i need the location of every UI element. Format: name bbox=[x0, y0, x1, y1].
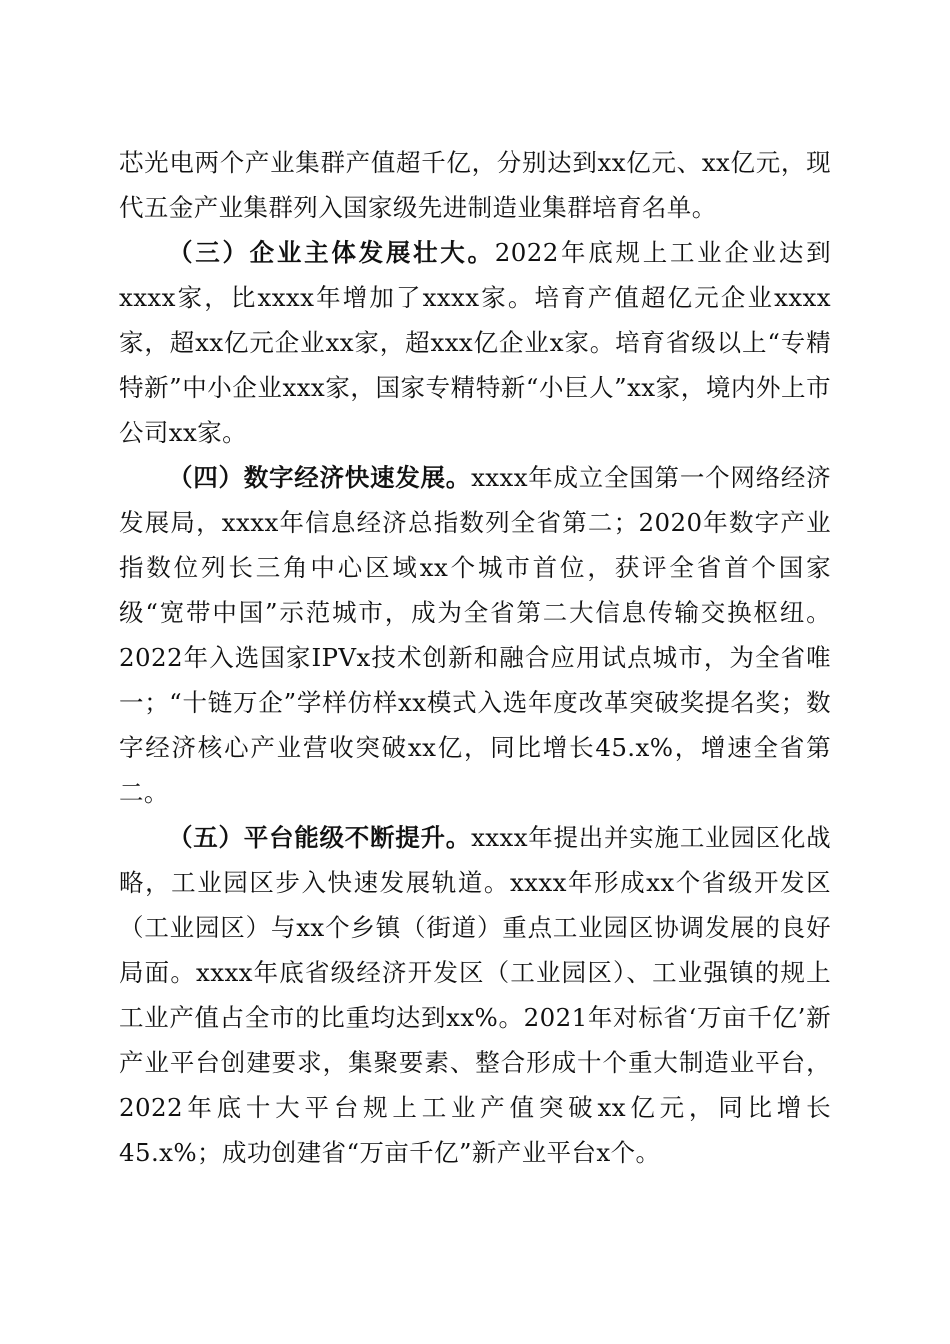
paragraph-text: 芯光电两个产业集群产值超千亿，分别达到xx亿元、xx亿元，现代五金产业集群列入国家级先进制造业集群培育名单。 bbox=[119, 148, 831, 222]
paragraph-continuation bbox=[119, 140, 831, 230]
paragraph-section-4 bbox=[119, 455, 831, 815]
paragraph-text: 2022年底规上工业企业达到xxxx家，比xxxx年增加了xxxx家。培育产值超亿元企业xxxx家，超xx亿元企业xx家，超xxx亿企业x家。培育省级以上“专精特新”中小企业xxx家，国家专精特新“小巨人”xx家，境内外上市公司xx家。 bbox=[119, 238, 831, 447]
paragraph-section-5 bbox=[119, 815, 831, 1175]
section-heading: （三）企业主体发展壮大。 bbox=[168, 238, 495, 267]
paragraph-section-3 bbox=[119, 230, 831, 455]
section-heading: （四）数字经济快速发展。 bbox=[168, 463, 472, 492]
document-body bbox=[119, 140, 831, 1175]
paragraph-text: xxxx年提出并实施工业园区化战略，工业园区步入快速发展轨道。xxxx年形成xx个省级开发区（工业园区）与xx个乡镇（街道）重点工业园区协调发展的良好局面。xxxx年底省级经济开发区（工业园区）、工业强镇的规上工业产值占全市的比重均达到xx%。2021年对标省‘万亩千亿’新产业平台创建要求，集聚要素、整合形成十个重大制造业平台，2022年底十大平台规上工业产值突破xx亿元，同比增长45.x%；成功创建省“万亩千亿”新产业平台x个。 bbox=[119, 823, 831, 1167]
paragraph-text: xxxx年成立全国第一个网络经济发展局，xxxx年信息经济总指数列全省第二；2020年数字产业指数位列长三角中心区域xx个城市首位，获评全省首个国家级“宽带中国”示范城市，成为全省第二大信息传输交换枢纽。2022年入选国家IPVx技术创新和融合应用试点城市，为全省唯一；“十链万企”学样仿样xx模式入选年度改革突破奖提名奖；数字经济核心产业营收突破xx亿，同比增长45.x%，增速全省第二。 bbox=[119, 463, 831, 807]
section-heading: （五）平台能级不断提升。 bbox=[168, 823, 472, 852]
